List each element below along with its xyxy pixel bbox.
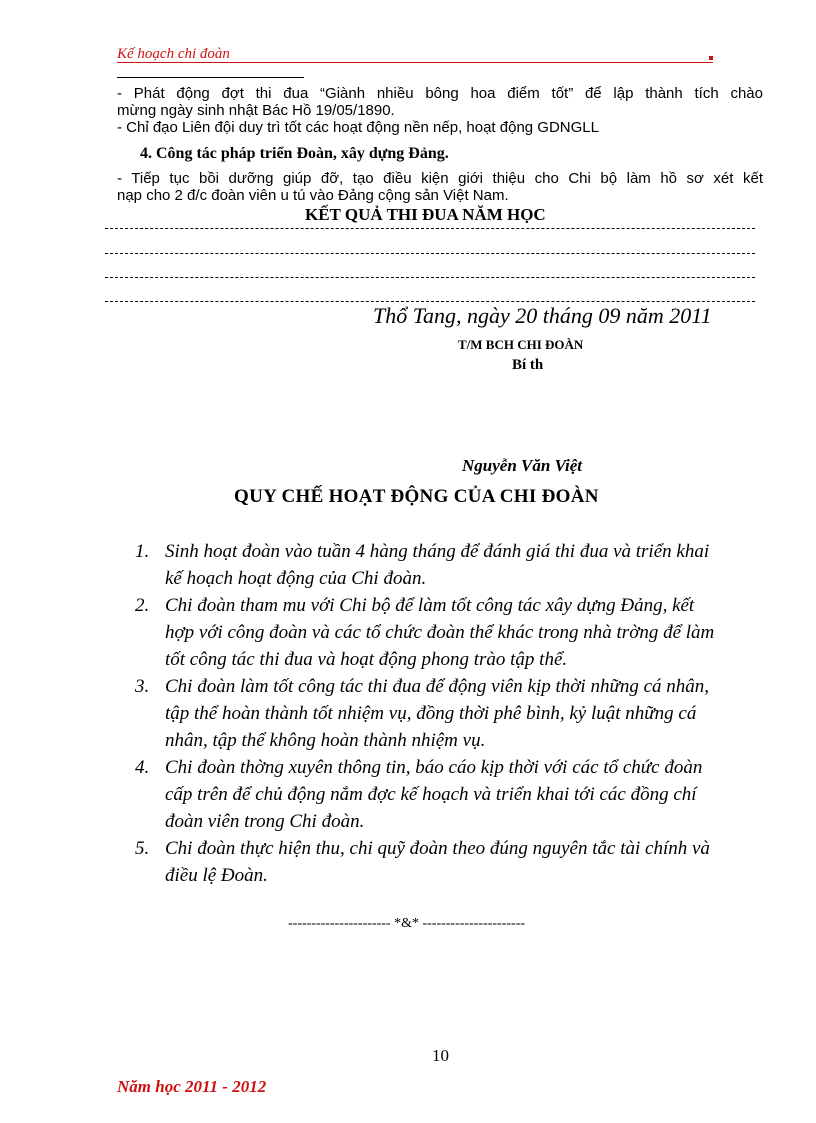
- results-blank-line: [105, 277, 755, 278]
- header-rule-end-mark: [709, 56, 713, 60]
- short-divider: [117, 77, 304, 78]
- rule-line: tốt công tác thi đua và hoạt động phong trào tập thể.: [165, 649, 568, 670]
- signer-name: Nguyễn Văn Việt: [462, 456, 582, 475]
- rule-line: cấp trên để chủ động nắm đợc kế hoạch và triển khai tới các đồng chí: [165, 784, 697, 805]
- signature-organization: T/M BCH CHI ĐOÀN: [458, 337, 584, 352]
- rule-line: Chi đoàn làm tốt công tác thi đua để động viên kịp thời những cá nhân,: [165, 676, 709, 697]
- signature-title: Bí th: [512, 357, 544, 373]
- rules-title: QUY CHẾ HOẠT ĐỘNG CỦA CHI ĐOÀN: [234, 486, 599, 507]
- section-heading: 4. Công tác pháp triển Đoàn, xây dựng Đảng.: [140, 145, 449, 162]
- intro-line-2: mừng ngày sinh nhật Bác Hồ 19/05/1890.: [117, 102, 395, 119]
- rule-item: [135, 538, 771, 592]
- rule-number: 4.: [135, 757, 150, 778]
- rule-line: điều lệ Đoàn.: [165, 865, 268, 886]
- rule-number: 2.: [135, 595, 150, 616]
- rule-line: đoàn viên trong Chi đoàn.: [165, 811, 365, 832]
- results-blank-line: [105, 253, 755, 254]
- results-title: KẾT QUẢ THI ĐUA NĂM HỌC: [305, 205, 546, 224]
- rule-line: Chi đoàn thực hiện thu, chi quỹ đoàn theo đúng nguyên tắc tài chính và: [165, 838, 710, 859]
- section-line-1: - Tiếp tục bồi dưỡng giúp đỡ, tạo điều kiện giới thiệu cho Chi bộ làm hồ sơ xét kết: [117, 170, 763, 187]
- rule-item: [135, 592, 771, 673]
- rule-number: 3.: [135, 676, 150, 697]
- rule-item: [135, 835, 771, 889]
- intro-line-3: - Chỉ đạo Liên đội duy trì tốt các hoạt động nền nếp, hoạt động GDNGLL: [117, 119, 599, 136]
- footer-school-year: Năm học 2011 - 2012: [117, 1077, 267, 1096]
- rule-line: kế hoạch hoạt động của Chi đoàn.: [165, 568, 427, 589]
- header-rule: [117, 62, 713, 63]
- rule-number: 5.: [135, 838, 150, 859]
- signing-place-date: Thổ Tang, ngày 20 tháng 09 năm 2011: [373, 303, 712, 328]
- page-number: 10: [432, 1046, 449, 1065]
- rule-line: hợp với công đoàn và các tổ chức đoàn thể khác trong nhà trờng để làm: [165, 622, 715, 643]
- header-title: Kế hoạch chi đoàn: [117, 46, 230, 62]
- rule-item: [135, 673, 771, 754]
- rule-item: [135, 754, 771, 835]
- intro-line-1: - Phát động đợt thi đua “Giành nhiều bông hoa điểm tốt” để lập thành tích chào: [117, 85, 763, 102]
- results-blank-line: [105, 228, 755, 229]
- rule-line: Chi đoàn thờng xuyên thông tin, báo cáo kịp thời với các tổ chức đoàn: [165, 757, 703, 778]
- rule-number: 1.: [135, 541, 150, 562]
- rule-line: Chi đoàn tham mu với Chi bộ để làm tốt công tác xây dựng Đảng, kết: [165, 595, 695, 616]
- closing-separator: ---------------------- *&* ----------------------: [288, 916, 526, 931]
- section-line-2: nạp cho 2 đ/c đoàn viên u tú vào Đảng cộng sản Việt Nam.: [117, 187, 509, 204]
- rule-line: nhân, tập thể không hoàn thành nhiệm vụ.: [165, 730, 486, 751]
- rule-line: Sinh hoạt đoàn vào tuần 4 hàng tháng để đánh giá thi đua và triển khai: [165, 541, 710, 562]
- rule-line: tập thể hoàn thành tốt nhiệm vụ, đồng thời phê bình, kỷ luật những cá: [165, 703, 697, 724]
- results-blank-line: [105, 301, 755, 302]
